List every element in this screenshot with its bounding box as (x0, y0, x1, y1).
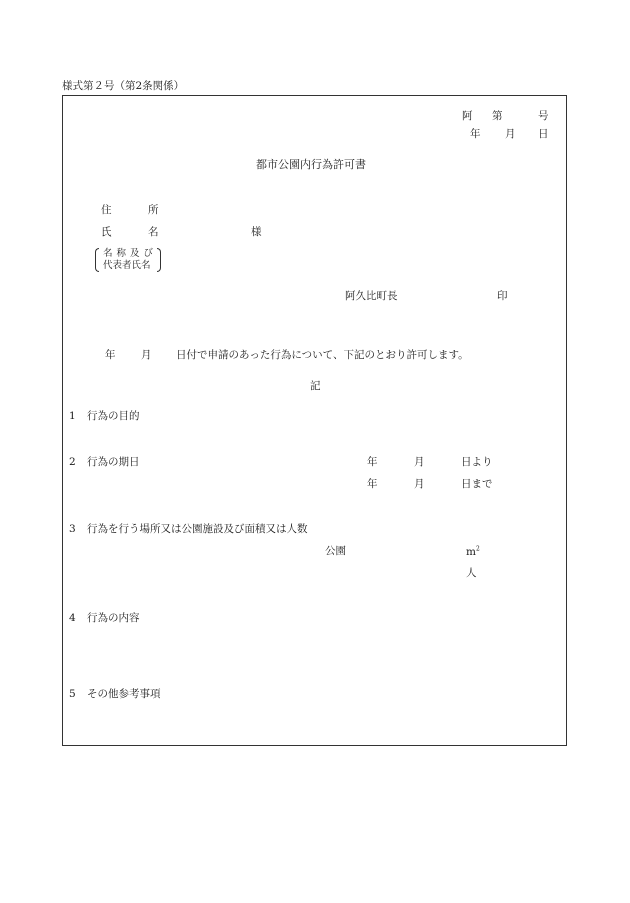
doc-number-middle: 第 (492, 110, 503, 122)
item-2-label: 行為の期日 (87, 456, 140, 468)
document-title: 都市公園内行為許可書 (256, 158, 366, 171)
period-from-year: 年 (367, 456, 378, 468)
item-4-label: 行為の内容 (87, 612, 140, 624)
ki-mark: 記 (310, 380, 321, 392)
date-year: 年 (470, 128, 481, 140)
area-unit-sup: 2 (475, 545, 480, 553)
item-4-number: 4 (69, 612, 76, 624)
date-day: 日 (538, 128, 549, 140)
corp-line-2: 代表者氏名 (103, 260, 151, 271)
place-park: 公園 (325, 545, 346, 557)
seal-mark: 印 (497, 290, 508, 302)
item-1-label: 行為の目的 (87, 410, 140, 422)
date-month: 月 (505, 128, 516, 140)
honorific: 様 (251, 226, 262, 238)
period-to-month: 月 (414, 478, 425, 490)
left-bracket (95, 248, 99, 272)
name-label-2: 名 (148, 226, 159, 238)
right-bracket (157, 248, 161, 272)
people-unit: 人 (466, 567, 477, 579)
item-3-label: 行為を行う場所又は公園施設及び面積又は人数 (87, 523, 308, 535)
period-to-year: 年 (367, 478, 378, 490)
name-label-1: 氏 (101, 226, 112, 238)
form-label: 様式第２号（第2条関係） (62, 80, 185, 92)
item-2-number: 2 (69, 456, 76, 468)
area-unit-base: m (466, 546, 476, 558)
item-1-number: 1 (69, 410, 76, 422)
body-sentence: 日付で申請のあった行為について、下記のとおり許可します。 (176, 349, 469, 361)
item-5-number: 5 (69, 688, 76, 700)
body-month: 月 (141, 349, 152, 361)
item-3-number: 3 (69, 523, 76, 535)
address-label-2: 所 (148, 204, 159, 216)
corp-line-1: 名 称 及 び (103, 248, 154, 259)
body-year: 年 (105, 349, 116, 361)
period-from-month: 月 (414, 456, 425, 468)
issuer-name: 阿久比町長 (345, 290, 398, 302)
doc-number-prefix: 阿 (462, 110, 473, 122)
address-label-1: 住 (101, 204, 112, 216)
area-unit (466, 547, 480, 558)
period-to-day: 日まで (461, 478, 493, 490)
doc-number-suffix: 号 (538, 110, 549, 122)
item-5-label: その他参考事項 (87, 688, 161, 700)
period-from-day: 日より (461, 456, 493, 468)
